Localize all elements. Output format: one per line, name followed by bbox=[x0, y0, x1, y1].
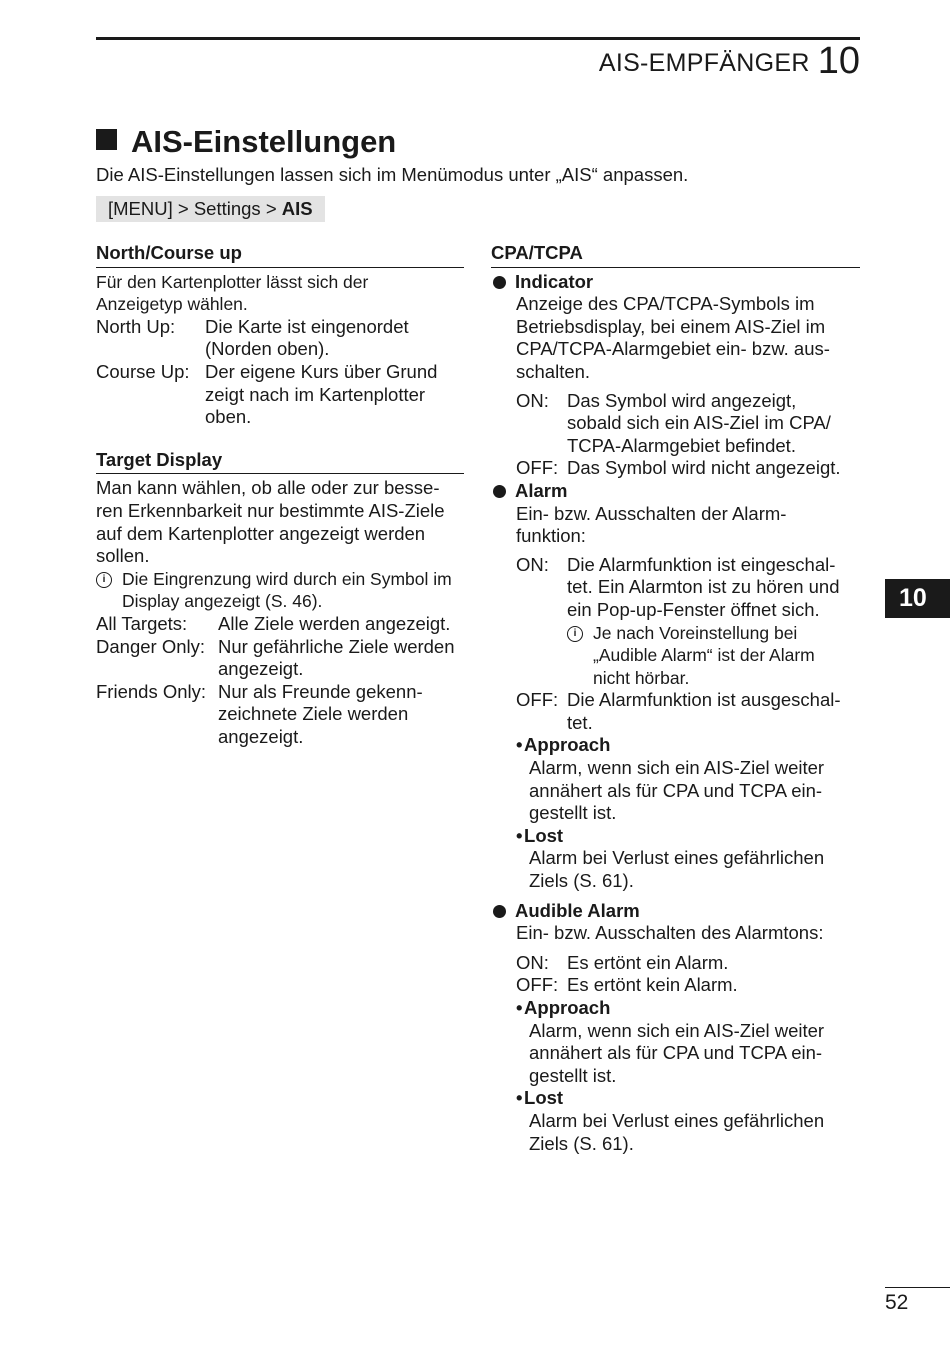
audible-approach-desc bbox=[491, 1020, 860, 1088]
text-line: Alarm, wenn sich ein AIS-Ziel weiter bbox=[529, 1019, 825, 1041]
text-line: gestellt ist. bbox=[529, 1064, 617, 1086]
text-line: Betriebsdisplay, bei einem AIS-Ziel im bbox=[516, 315, 826, 337]
def-desc bbox=[205, 316, 464, 361]
indicator-off bbox=[491, 457, 860, 480]
audible-alarm-desc bbox=[491, 922, 860, 945]
text-line: zeigt nach im Kartenplotter bbox=[205, 383, 426, 405]
indicator-bullet bbox=[491, 271, 860, 294]
def-term: Danger Only: bbox=[96, 635, 205, 657]
text-line: Die Alarmfunktion ist ausgeschal- bbox=[567, 689, 841, 711]
def-desc bbox=[567, 974, 860, 997]
audible-lost-desc bbox=[491, 1110, 860, 1155]
north-course-desc bbox=[96, 271, 464, 316]
section-intro: Die AIS-Einstellungen lassen sich im Menümodus unter „AIS“ anpassen. bbox=[96, 164, 689, 185]
text-line: angezeigt. bbox=[218, 658, 304, 680]
text-line: gestellt ist. bbox=[529, 802, 617, 824]
text-line: Je nach Voreinstellung bei bbox=[593, 622, 798, 643]
text-line: Alle Ziele werden angezeigt. bbox=[218, 612, 451, 634]
text-line: Ein- bzw. Ausschalten der Alarm- bbox=[516, 502, 787, 524]
audible-alarm-title: Audible Alarm bbox=[515, 899, 640, 921]
text-line: auf dem Kartenplotter angezeigt werden bbox=[96, 522, 426, 544]
north-course-section bbox=[96, 242, 464, 429]
def-term: Course Up: bbox=[96, 360, 190, 382]
left-column bbox=[96, 242, 464, 748]
alarm-approach-desc bbox=[491, 757, 860, 825]
text-line: Die Alarmfunktion ist eingeschal- bbox=[567, 553, 836, 575]
def-danger-only bbox=[96, 636, 464, 681]
text-line: annähert als für CPA und TCPA ein- bbox=[529, 1042, 823, 1064]
menu-path-target: AIS bbox=[281, 198, 313, 219]
text-line: oben. bbox=[205, 406, 252, 428]
text-line: ein Pop-up-Fenster öffnet sich. bbox=[567, 598, 820, 620]
def-term: OFF: bbox=[516, 974, 559, 996]
north-course-heading: North/Course up bbox=[96, 242, 464, 268]
text-line: Man kann wählen, ob alle oder zur besse- bbox=[96, 477, 440, 499]
section-title bbox=[96, 122, 396, 162]
def-course-up bbox=[96, 361, 464, 429]
def-term: OFF: bbox=[516, 457, 559, 479]
def-term: OFF: bbox=[516, 689, 559, 711]
info-icon: i bbox=[96, 572, 112, 588]
alarm-title: Alarm bbox=[515, 479, 568, 501]
text-line: sobald sich ein AIS-Ziel im CPA/ bbox=[567, 412, 831, 434]
audible-off bbox=[491, 974, 860, 997]
text-line: tet. bbox=[567, 711, 593, 733]
def-term: Friends Only: bbox=[96, 680, 207, 702]
def-friends-only bbox=[96, 681, 464, 749]
footer-rule bbox=[885, 1287, 950, 1288]
audible-alarm-bullet bbox=[491, 900, 860, 923]
alarm-off bbox=[491, 689, 860, 734]
text-line: Alarm bei Verlust eines gefährlichen bbox=[529, 847, 825, 869]
def-term: ON: bbox=[516, 389, 549, 411]
alarm-bullet bbox=[491, 480, 860, 503]
text-line: Anzeige des CPA/TCPA-Symbols im bbox=[516, 293, 815, 315]
alarm-desc bbox=[491, 503, 860, 548]
chapter-title: AIS-EMPFÄNGER bbox=[598, 49, 810, 77]
menu-path bbox=[96, 196, 325, 222]
bullet-dot-icon bbox=[493, 485, 506, 498]
cpa-tcpa-heading: CPA/TCPA bbox=[491, 242, 860, 268]
page-number: 52 bbox=[885, 1291, 909, 1314]
note-text bbox=[593, 622, 815, 690]
text-line: nicht hörbar. bbox=[593, 667, 690, 688]
target-display-heading: Target Display bbox=[96, 449, 464, 475]
chapter-side-tab: 10 bbox=[885, 579, 950, 618]
def-desc bbox=[567, 689, 860, 734]
bullet-dot-icon bbox=[493, 276, 506, 289]
def-desc bbox=[205, 361, 464, 429]
text-line: Ziels (S. 61). bbox=[529, 870, 634, 892]
top-rule bbox=[96, 37, 860, 40]
text-line: Alarm, wenn sich ein AIS-Ziel weiter bbox=[529, 757, 825, 779]
text-line: Das Symbol wird nicht angezeigt. bbox=[567, 457, 841, 479]
indicator-desc bbox=[491, 293, 860, 383]
indicator-title: Indicator bbox=[515, 270, 594, 292]
def-term: ON: bbox=[516, 951, 549, 973]
text-line: CPA/TCPA-Alarmgebiet ein- bzw. aus- bbox=[516, 338, 830, 360]
text-line: angezeigt. bbox=[218, 725, 304, 747]
menu-path-prefix: [MENU] > Settings > bbox=[108, 198, 282, 219]
sub-bullet-title: Approach bbox=[524, 997, 611, 1018]
def-desc bbox=[218, 613, 464, 636]
text-line: ren Erkennbarkeit nur bestimmte AIS-Ziele bbox=[96, 499, 445, 521]
def-all-targets bbox=[96, 613, 464, 636]
audible-lost-title: • Lost bbox=[516, 1087, 564, 1109]
text-line: sollen. bbox=[96, 545, 150, 567]
text-line: zeichnete Ziele werden bbox=[218, 703, 409, 725]
text-line: schalten. bbox=[516, 360, 591, 382]
def-north-up bbox=[96, 316, 464, 361]
target-note bbox=[96, 568, 464, 613]
indicator-on bbox=[491, 390, 860, 458]
right-column bbox=[491, 242, 860, 1155]
chapter-header bbox=[598, 40, 860, 82]
text-line: TCPA-Alarmgebiet befindet. bbox=[567, 434, 796, 456]
def-desc bbox=[218, 636, 464, 681]
alarm-on bbox=[491, 554, 860, 622]
text-line: (Norden oben). bbox=[205, 338, 330, 360]
def-term: North Up: bbox=[96, 315, 176, 337]
alarm-lost-title: • Lost bbox=[516, 824, 564, 846]
text-line: annähert als für CPA und TCPA ein- bbox=[529, 779, 823, 801]
def-desc bbox=[567, 457, 860, 480]
text-line: Nur als Freunde gekenn- bbox=[218, 680, 423, 702]
text-line: Ziels (S. 61). bbox=[529, 1132, 634, 1154]
audible-on bbox=[491, 952, 860, 975]
sub-bullet-title: Lost bbox=[524, 824, 564, 846]
text-line: Display angezeigt (S. 46). bbox=[122, 591, 323, 612]
alarm-note bbox=[491, 622, 860, 690]
target-display-section bbox=[96, 449, 464, 749]
audible-approach-title: • Approach bbox=[516, 997, 611, 1018]
text-line: „Audible Alarm“ ist der Alarm bbox=[593, 645, 815, 666]
text-line: Der eigene Kurs über Grund bbox=[205, 360, 438, 382]
sub-bullet-title: Lost bbox=[524, 1087, 564, 1109]
text-line: Das Symbol wird angezeigt, bbox=[567, 389, 797, 411]
def-desc bbox=[218, 681, 464, 749]
alarm-lost-desc bbox=[491, 847, 860, 892]
section-title-text: AIS-Einstellungen bbox=[131, 124, 397, 159]
sub-bullet-title: Approach bbox=[524, 734, 611, 756]
text-line: tet. Ein Alarmton ist zu hören und bbox=[567, 576, 840, 598]
def-term: All Targets: bbox=[96, 612, 188, 634]
text-line: Es ertönt kein Alarm. bbox=[567, 974, 738, 996]
text-line: Für den Kartenplotter lässt sich der bbox=[96, 271, 369, 292]
def-desc bbox=[567, 390, 860, 458]
text-line: Die Eingrenzung wird durch ein Symbol im bbox=[122, 568, 452, 589]
section-square-icon bbox=[96, 129, 117, 150]
def-desc bbox=[567, 554, 860, 622]
bullet-dot-icon bbox=[493, 905, 506, 918]
def-term: ON: bbox=[516, 553, 549, 575]
text-line: Anzeigetyp wählen. bbox=[96, 294, 248, 315]
def-desc bbox=[567, 952, 860, 975]
info-icon: i bbox=[567, 626, 583, 642]
text-line: Es ertönt ein Alarm. bbox=[567, 951, 729, 973]
text-line: Die Karte ist eingenordet bbox=[205, 315, 409, 337]
text-line: Alarm bei Verlust eines gefährlichen bbox=[529, 1109, 825, 1131]
text-line: Nur gefährliche Ziele werden bbox=[218, 635, 455, 657]
chapter-number: 10 bbox=[817, 40, 860, 82]
text-line: Ein- bzw. Ausschalten des Alarmtons: bbox=[516, 922, 824, 944]
text-line: funktion: bbox=[516, 525, 586, 547]
target-display-desc bbox=[96, 477, 464, 567]
alarm-approach-title: • Approach bbox=[516, 734, 611, 756]
note-text bbox=[122, 568, 452, 613]
